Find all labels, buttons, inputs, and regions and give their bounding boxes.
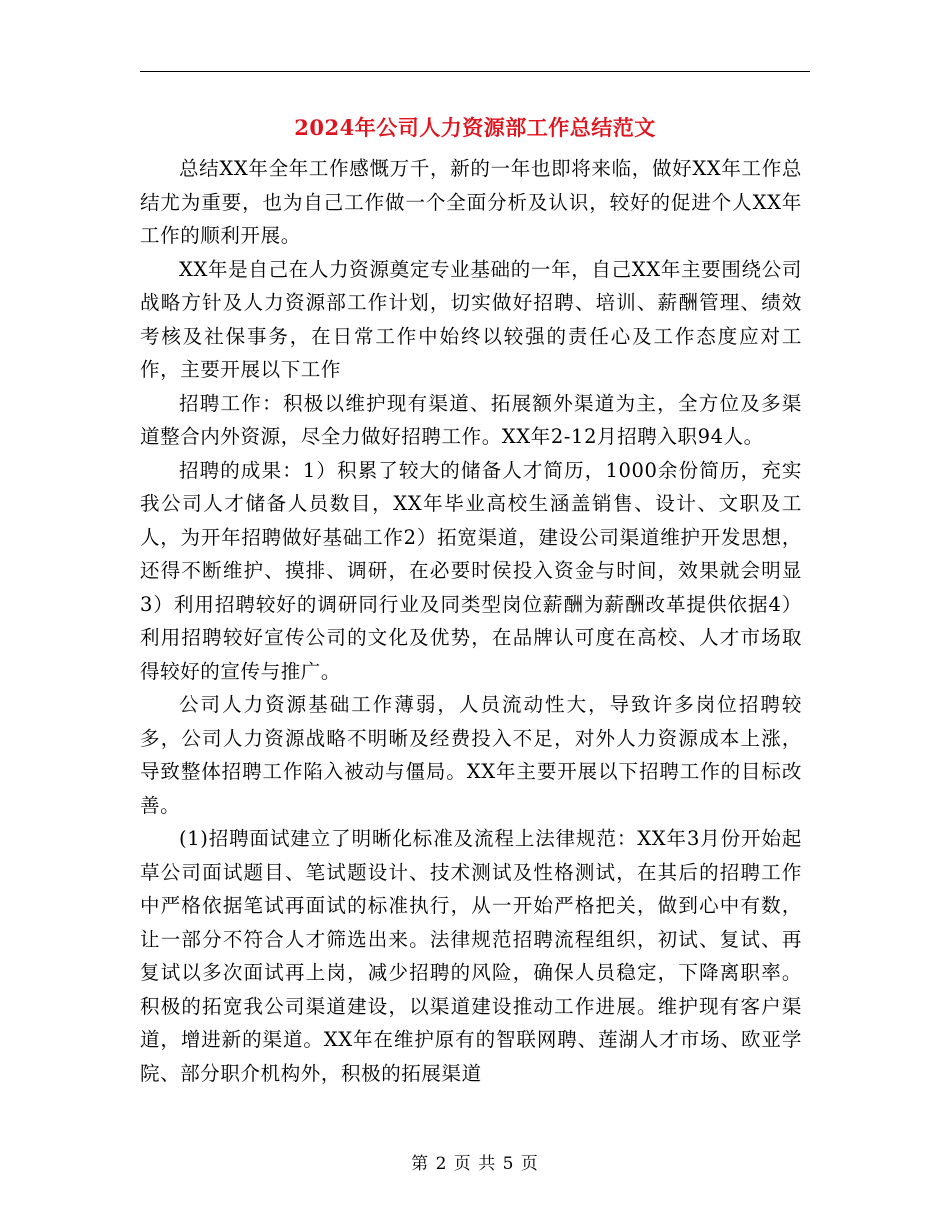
header-rule (140, 71, 810, 72)
paragraph-overview: XX年是自己在人力资源奠定专业基础的一年，自己XX年主要围绕公司战略方针及人力资源部工作计划，切实做好招聘、培训、薪酬管理、绩效考核及社保事务，在日常工作中始终以较强的责任心及工作态度应对工作，主要开展以下工作 (140, 257, 802, 381)
document-title: 2024年公司人力资源部工作总结范文 (294, 115, 656, 140)
paragraph-interview-standards: (1)招聘面试建立了明晰化标准及流程上法律规范：XX年3月份开始起草公司面试题目、笔试题设计、技术测试及性格测试，在其后的招聘工作中严格依据笔试再面试的标准执行，从一开始严格把关，做到心中有数，让一部分不符合人才筛选出来。法律规范招聘流程组织，初试、复试、再复试以多次面试再上岗，减少招聘的风险，确保人员稳定，下降离职率。积极的拓宽我公司渠道建设，以渠道建设推动工作进展。维护现有客户渠道，增进新的渠道。XX年在维护原有的智联网聘、莲湖人才市场、欧亚学院、部分职介机构外，积极的拓展渠道 (140, 827, 802, 1085)
page-number: 第 2 页 共 5 页 (411, 1154, 539, 1174)
paragraph-recruiting-results: 招聘的成果：1）积累了较大的储备人才简历，1000余份简历，充实我公司人才储备人员数目，XX年毕业高校生涵盖销售、设计、文职及工人，为开年招聘做好基础工作2）拓宽渠道，建设公司渠道维护开发思想，还得不断维护、摸排、调研，在必要时侯投入资金与时间，效果就会明显3）利用招聘较好的调研同行业及同类型岗位薪酬为薪酬改革提供依据4）利用招聘较好宣传公司的文化及优势，在品牌认可度在高校、人才市场取得较好的宣传与推广。 (140, 458, 802, 683)
document-body (140, 152, 802, 1090)
paragraph-intro: 总结XX年全年工作感慨万千，新的一年也即将来临，做好XX年工作总结尤为重要，也为自己工作做一个全面分析及认识，较好的促进个人XX年工作的顺利开展。 (140, 157, 802, 247)
paragraph-hr-foundation: 公司人力资源基础工作薄弱，人员流动性大，导致许多岗位招聘较多，公司人力资源战略不明晰及经费投入不足，对外人力资源成本上涨，导致整体招聘工作陷入被动与僵局。XX年主要开展以下招聘工作的目标改善。 (140, 693, 802, 817)
paragraph-recruiting-work: 招聘工作：积极以维护现有渠道、拓展额外渠道为主，全方位及多渠道整合内外资源，尽全力做好招聘工作。XX年2-12月招聘入职94人。 (140, 391, 802, 448)
